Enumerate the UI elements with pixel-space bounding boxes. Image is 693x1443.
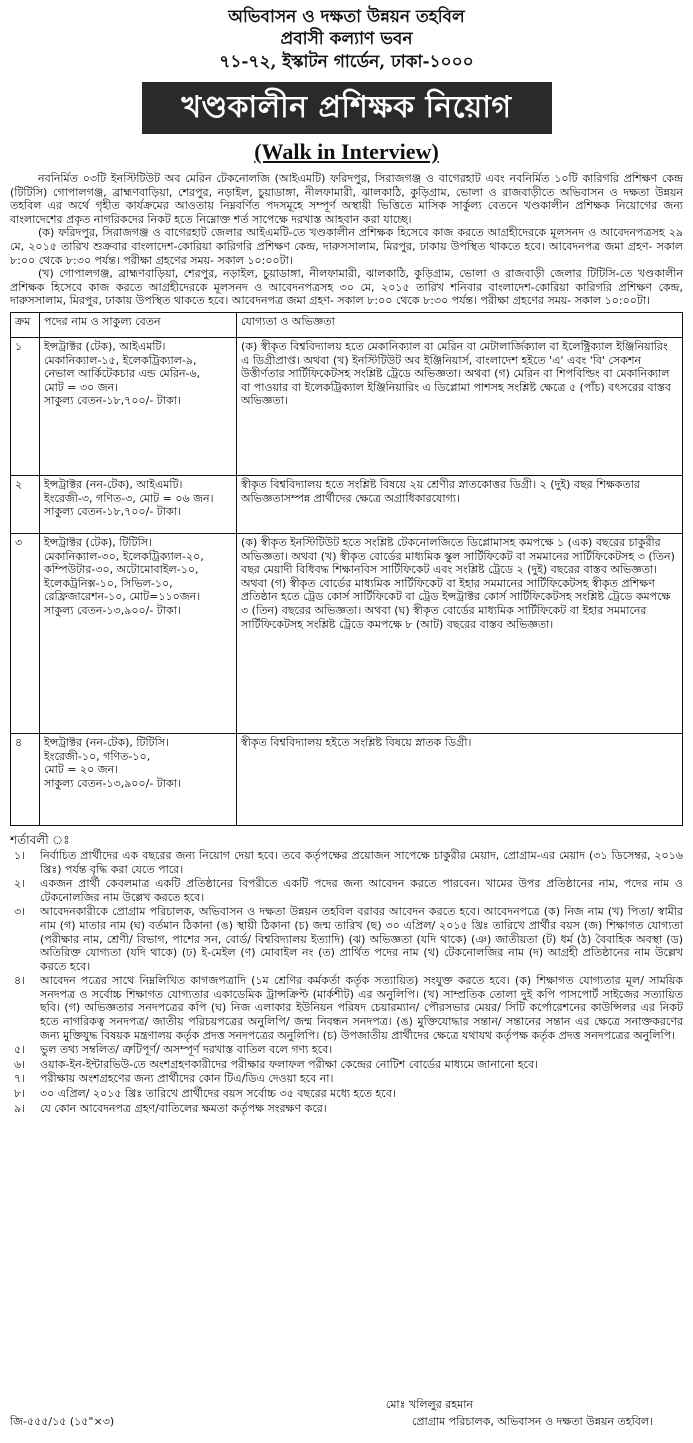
- term-text: পরীক্ষায় অংশগ্রহণের জন্য প্রার্থীদের কোন টিএ/ডিএ দেওয়া হবে না।: [40, 1072, 334, 1086]
- term-number: ১।: [14, 848, 26, 862]
- row-qualification: স্বীকৃত বিশ্ববিদ্যালয় হতে সংশ্লিষ্ট বিষয়ে ২য় শ্রেণীর স্নাতকোত্তর ডিগ্রী। ২ (দুই) বছর শিক্ষকতার অভিজ্ঞতাসম্পন্ন প্রার্থীদের ক্ষেত্রে অগ্রাধিকারযোগ্য।: [237, 475, 683, 533]
- term-number: ৬।: [14, 1057, 26, 1071]
- table-row: [11, 337, 683, 475]
- post-line: ইন্সট্রাক্টর (টেক), টিটিসি।: [44, 535, 152, 549]
- term-item: [10, 905, 683, 973]
- term-item: [10, 974, 683, 1042]
- address: ৭১-৭২, ইস্কাটন গার্ডেন, ঢাকা-১০০০: [219, 52, 474, 72]
- post-line: কম্পিউটার-৩০, অটোমোবাইল-১০,: [44, 563, 199, 577]
- term-text: আবেদনকারীকে প্রোগ্রাম পরিচালক, অভিবাসন ও দক্ষতা উন্নয়ন তহবিল বরাবর আবেদন করতে হবে। আবেদনপত্রে (ক) নিজ নাম (খ) পিতা/ স্বামীর নাম (গ) মাতার নাম (ঘ) বর্তমান ঠিকানা (ঙ) স্থায়ী ঠিকানা (চ) জন্ম তারিখ (ছ) ৩০ এপ্রিল/ ২০১৫ খ্রিঃ তারিখে প্রার্থীর বয়স (জ) শিক্ষাগত যোগ্যতা (পরীক্ষার নাম, শ্রেণী/ বিভাগ, পাশের সন, বোর্ড/ বিশ্ববিদ্যালয় ইত্যাদি) (ঝ) অভিজ্ঞতা (যদি থাকে) (ঞ) জাতীয়তা (ট) ধর্ম (ঠ) বৈবাহিক অবস্থা (ড) অতিরিক্ত যোগ্যতা (যদি থাকে) (ঢ) ই-মেইল (ণ) মোবাইল নং (ত) প্রার্থিত পদের নাম (থ) টেকনোলজির নাম (দ) আগ্রহী প্রতিষ্ঠানের নাম উল্লেখ করতে হবে।: [40, 905, 683, 973]
- post-line: নেভাল আর্কিটেকচার এন্ড মেরিন-৬,: [44, 367, 201, 381]
- term-item: [10, 1102, 683, 1116]
- row-serial: ১: [11, 337, 40, 475]
- post-line: ইন্সট্রাক্টর (নন-টেক), আইএমটি।: [44, 477, 183, 491]
- intro-paragraph: নবনির্মিত ০৩টি ইনস্টিটিউট অব মেরিন টেকনোলজি (আইএমটি) ফরিদপুর, সিরাজগঞ্জ ও বাগেরহাট এবং নবনির্মিত ১০টি কারিগরি প্রশিক্ষণ কেন্দ্র (টিটিসি) গোপালগঞ্জ, ব্রাহ্মণবাড়িয়া, শেরপুর, নড়াইল, চুয়াডাঙ্গা, নীলফামারী, ঝালকাঠি, কুড়িগ্রাম, ভোলা ও রাজবাড়ীতে অভিবাসন ও দক্ষতা উন্নয়ন তহবিল এর অর্থে গৃহীত কার্যক্রমের আওতায় নিম্নবর্ণিত পদসমূহে সম্পূর্ণ অস্থায়ী ভিত্তিতে মাসিক সার্কুল্য বেতনে খণ্ডকালীন প্রশিক্ষক নিয়োগের জন্য বাংলাদেশের প্রকৃত নাগরিকদের নিকট হতে নিম্নোক্ত শর্ত সাপেক্ষে দরখাস্ত আহবান করা যাচ্ছে।: [10, 172, 683, 226]
- term-text: ৩০ এপ্রিল/ ২০১৫ খ্রিঃ তারিখে প্রার্থীদের বয়স সর্বোচ্চ ৩৫ বছরের মধ্যে হতে হবে।: [40, 1087, 396, 1101]
- term-item: [10, 1087, 683, 1101]
- table-header-row: [11, 312, 683, 337]
- signatory-designation: প্রোগ্রাম পরিচালক, অভিবাসন ও দক্ষতা উন্নয়ন তহবিল।: [411, 1415, 653, 1428]
- row-post: [40, 733, 237, 825]
- post-line: মোট = ২০ জন।: [44, 763, 119, 777]
- term-number: ৯।: [14, 1101, 26, 1115]
- term-text: ওয়াক-ইন-ইন্টারভিউ-তে অংশগ্রহণকারীদের পরীক্ষার ফলাফল পরীক্ষা কেন্দ্রের নোটিশ বোর্ডের মাধ্যমে জানানো হবে।: [40, 1057, 539, 1071]
- row-qualification: (ক) স্বীকৃত বিশ্ববিদ্যালয় হতে মেকানিক্যাল বা মেরিন বা মেটালার্জিক্যাল বা ইলেক্ট্রিক্যাল ইঞ্জিনিয়ারিং এ ডিগ্রীপ্রাপ্ত। অথবা (খ) ইনস্টিটিউট অব ইঞ্জিনিয়ার্স, বাংলাদেশ হইতে 'এ' এবং 'বি' সেকশন উত্তীর্ণতার সার্টিফিকেটসহ সংশ্লিষ্ট ট্রেডে অভিজ্ঞতা। অথবা (গ) মেরিন বা শিপবিল্ডিং বা মেকানিক্যাল বা পাওয়ার বা ইলেকট্রিক্যাল ইঞ্জিনিয়ারিং এ ডিপ্লোমা পাশসহ সংশ্লিষ্ট ক্ষেত্রে ৫ (পাঁচ) বৎসরের বাস্তব অভিজ্ঞতা।: [237, 337, 683, 475]
- walk-in-subtitle: (Walk in Interview): [254, 139, 439, 164]
- row-qualification: (ক) স্বীকৃত ইনস্টিটিউট হতে সংশ্লিষ্ট টেকনোলজিতে ডিপ্লোমাসহ কমপক্ষে ১ (এক) বছরের চাকুরীর অভিজ্ঞতা। অথবা (খ) স্বীকৃত বোর্ডের মাধ্যমিক স্কুল সার্টিফিকেট বা সমমানের সার্টিফিকেটসহ ৩ (তিন) বছর মেয়াদী বিধিবদ্ধ শিক্ষানবিস সার্টিফিকেট এবং সংশ্লিষ্ট ট্রেডে ২ (দুই) বছরের বাস্তব অভিজ্ঞতা। অথবা (গ) স্বীকৃত বোর্ডের মাধ্যমিক সার্টিফিকেট বা ইহার সমমানের সার্টিফিকেটসহ স্বীকৃত প্রশিক্ষণ প্রতিষ্ঠান হতে ট্রেড কোর্স সার্টিফিকেট বা ট্রেড ইন্সট্রাক্টর কোর্স সার্টিফিকেটসহ সংশ্লিষ্ট ট্রেডে কমপক্ষে ৩ (তিন) বছরের অভিজ্ঞতা। অথবা (ঘ) স্বীকৃত বোর্ডের মাধ্যমিক সার্টিফিকেট বা ইহার সমমানের সার্টিফিকেটসহ সংশ্লিষ্ট ট্রেডে কমপক্ষে ৮ (আট) বছরের বাস্তব অভিজ্ঞতা।: [237, 533, 683, 733]
- table-row: [11, 475, 683, 533]
- org-name: অভিবাসন ও দক্ষতা উন্নয়ন তহবিল: [228, 7, 465, 27]
- notice-code: জি-৫৫৫/১৫ (১৫"×৩): [10, 1415, 115, 1428]
- post-line: ইংরেজী-৩, গণিত-৩, মোট = ০৬ জন।: [44, 491, 214, 505]
- header: [10, 6, 683, 74]
- term-number: ৮।: [14, 1087, 26, 1101]
- post-line: সাকুল্য বেতন-১৩,৯০০/- টাকা।: [44, 603, 181, 617]
- row-post: [40, 475, 237, 533]
- row-serial: ৩: [11, 533, 40, 733]
- term-number: ২।: [14, 877, 26, 891]
- header-post: পদের নাম ও সাকুল্য বেতন: [40, 312, 237, 337]
- post-line: ইলেকট্রনিক্স-১০, সিভিল-১০,: [44, 576, 173, 590]
- term-text: একজন প্রার্থী কেবলমাত্র একটি প্রতিষ্ঠানের বিপরীতে একটি পদের জন্য আবেদন করতে পারবেন। খামের উপর প্রতিষ্ঠানের নাম, পদের নাম ও টেকনোলজির নাম উল্লেখ করতে হবে।: [40, 877, 683, 904]
- post-line: সাকুল্য বেতন-১৮,৭০০/- টাকা।: [44, 505, 181, 519]
- posts-table: [10, 312, 683, 826]
- post-line: রেফ্রিজারেশন-১০, মোট=১১০জন।: [44, 590, 201, 604]
- row-post: [40, 533, 237, 733]
- term-number: ৭।: [14, 1072, 26, 1086]
- term-item: [10, 849, 683, 876]
- term-item: [10, 1043, 683, 1057]
- post-line: মেকানিক্যাল-৩০, ইলেকট্রিক্যাল-২০,: [44, 549, 204, 563]
- term-text: ভুল তথ্য সম্বলিত/ ত্রুটিপূর্ণ/ অসম্পূর্ণ দরখাস্ত বাতিল বলে গণ্য হবে।: [40, 1043, 333, 1057]
- row-serial: ২: [11, 475, 40, 533]
- signatory-name: মোঃ খলিলুর রহমান: [385, 1398, 473, 1411]
- term-item: [10, 1072, 683, 1086]
- terms-list: [10, 849, 683, 1115]
- post-line: ইন্সট্রাক্টর (নন-টেক), টিটিসি।: [44, 735, 170, 749]
- paragraph-ka: (ক) ফরিদপুর, সিরাজগঞ্জ ও বাগেরহাট জেলার আইএমটি-তে খণ্ডকালীন প্রশিক্ষক হিসেবে কাজ করতে আগ্রহীদেরকে মূলসনদ ও আবেদনপত্রসহ ২৯ মে, ২০১৫ তারিখ শুক্রবার বাংলাদেশ-কোরিয়া কারিগরি প্রশিক্ষণ কেন্দ্র, দারুসসালাম, মিরপুর, ঢাকায় উপস্থিত থাকতে হবে। আবেদনপত্র জমা গ্রহণ- সকাল ৮:০০ থেকে ৮:৩০ পর্যন্ত। পরীক্ষা গ্রহণের সময়- সকাল ১০:০০টা।: [10, 226, 683, 267]
- title-banner: [142, 82, 552, 134]
- term-number: ৫।: [14, 1043, 26, 1057]
- header-serial: ক্রম: [11, 312, 40, 337]
- banner-title: খণ্ডকালীন প্রশিক্ষক নিয়োগ: [181, 89, 512, 125]
- post-line: ইন্সট্রাক্টর (টেক), আইএমটি।: [44, 339, 166, 353]
- term-number: ৩।: [14, 905, 26, 919]
- post-line: ইংরেজী-১০, গণিত-১০,: [44, 749, 151, 763]
- building-name: প্রবাসী কল্যাণ ভবন: [280, 29, 413, 49]
- term-number: ৪।: [14, 974, 26, 988]
- header-qualification: যোগ্যতা ও অভিজ্ঞতা: [237, 312, 683, 337]
- terms-title: শর্তাবলী ঃ: [10, 832, 70, 847]
- term-item: [10, 1058, 683, 1072]
- row-serial: ৪: [11, 733, 40, 825]
- row-qualification: স্বীকৃত বিশ্ববিদ্যালয় হইতে সংশ্লিষ্ট বিষয়ে স্নাতক ডিগ্রী।: [237, 733, 683, 825]
- term-text: যে কোন আবেদনপত্র গ্রহণ/বাতিলের ক্ষমতা কর্তৃপক্ষ সংরক্ষণ করে।: [40, 1101, 327, 1115]
- post-line: মেকানিক্যাল-১৫, ইলেকট্রিক্যাল-৯,: [44, 353, 197, 367]
- post-line: সাকুল্য বেতন-১৩,৯০০/- টাকা।: [44, 776, 181, 790]
- post-line: সাকুল্য বেতন-১৮,৭০০/- টাকা।: [44, 394, 181, 408]
- term-text: নির্বাচিত প্রার্থীদের এক বছরের জন্য নিয়োগ দেয়া হবে। তবে কর্তৃপক্ষের প্রয়োজন সাপেক্ষে চাকুরীর মেয়াদ, প্রোগ্রাম-এর মেয়াদ (৩১ ডিসেম্বর, ২০১৬ খ্রিঃ) পর্যন্ত বৃদ্ধি করা যেতে পারে।: [40, 848, 683, 876]
- table-row: [11, 533, 683, 733]
- paragraph-kha: (খ) গোপালগঞ্জ, ব্রাহ্মণবাড়িয়া, শেরপুর, নড়াইল, চুয়াডাঙ্গা, নীলফামারী, ঝালকাঠি, কুড়িগ্রাম, ভোলা ও রাজবাড়ী জেলার টিটিসি-তে খণ্ডকালীন প্রশিক্ষক হিসেবে কাজ করতে আগ্রহীদেরকে মূলসনদ ও আবেদনপত্রসহ ৩০ মে, ২০১৫ তারিখ শনিবার বাংলাদেশ-কোরিয়া কারিগরি প্রশিক্ষণ কেন্দ্র, দারুসসালাম, মিরপুর, ঢাকায় উপস্থিত থাকতে হবে। আবেদনপত্র জমা গ্রহণ- সকাল ৮:০০ থেকে ৮:৩০ পর্যন্ত। পরীক্ষা গ্রহণের সময়- সকাল ১০:০০টা।: [10, 267, 683, 308]
- term-item: [10, 877, 683, 904]
- table-row: [11, 733, 683, 825]
- post-line: মোট = ৩০ জন।: [44, 380, 119, 394]
- row-post: [40, 337, 237, 475]
- term-text: আবেদন পত্রের সাথে নিম্নলিখিত কাগজপত্রাদি (১ম শ্রেণির কর্মকর্তা কর্তৃক সত্যায়িত) সংযুক্ত করতে হবে। (ক) শিক্ষাগত যোগ্যতার মূল/ সাময়িক সনদপত্র ও সর্বোচ্চ শিক্ষাগত যোগ্যতার একাডেমিক ট্রান্সক্রিপ্ট (মার্কশীট) এর অনুলিপি। (খ) সাম্প্রতিক তোলা দুই কপি পাসপোর্ট সাইজের সত্যায়িত ছবি। (গ) অভিজ্ঞতার সনদপত্রের কপি (ঘ) নিজ এলাকার ইউনিয়ন পরিষদ চেয়ারম্যান/ পৌরসভার মেয়র/ সিটি কর্পোরেশনের কাউন্সিলর এর নিকট হতে নাগরিকত্ব সনদপত্র/ জাতীয় পরিচয়পত্রের অনুলিপি/ জন্ম নিবন্ধন সনদপত্র। (ঙ) মুক্তিযোদ্ধার সন্তান/ সন্তানের সন্তান এর ক্ষেত্রে সনাক্তকরণের জন্য মুক্তিযুদ্ধ বিষয়ক মন্ত্রণালয় কর্তৃক প্রদত্ত সনদপত্রের অনুলিপি। (চ) উপজাতীয় প্রার্থীদের ক্ষেত্রে যথাযথ কর্তৃপক্ষ কর্তৃক প্রদত্ত সনদপত্রের অনুলিপি।: [40, 974, 683, 1042]
